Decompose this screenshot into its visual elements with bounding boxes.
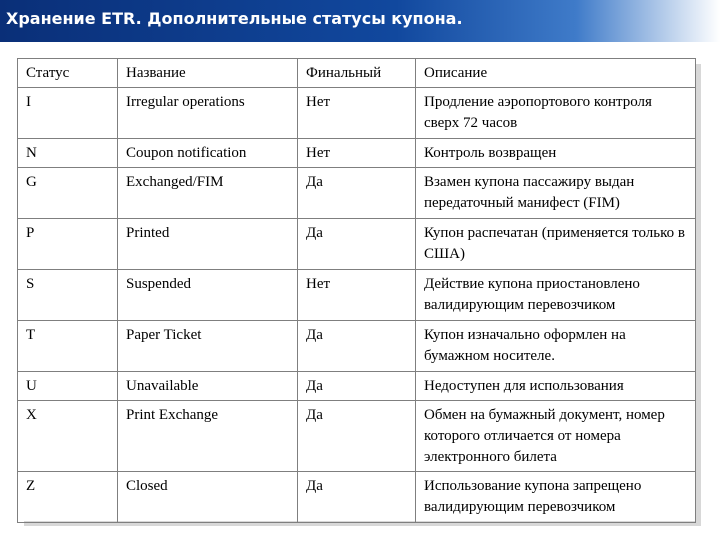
cell-final: Да	[298, 472, 416, 523]
cell-final: Нет	[298, 270, 416, 321]
cell-final: Да	[298, 372, 416, 401]
cell-description: Использование купона запрещено валидирующим перевозчиком	[416, 472, 696, 523]
cell-final: Да	[298, 401, 416, 472]
cell-description: Купон изначально оформлен на бумажном носителе.	[416, 321, 696, 372]
cell-name: Unavailable	[118, 372, 298, 401]
header-status: Статус	[18, 59, 118, 88]
cell-status: T	[18, 321, 118, 372]
cell-name: Suspended	[118, 270, 298, 321]
cell-final: Да	[298, 219, 416, 270]
title-bar	[0, 0, 720, 42]
cell-status: G	[18, 168, 118, 219]
cell-final: Нет	[298, 139, 416, 168]
cell-description: Действие купона приостановлено валидирующим перевозчиком	[416, 270, 696, 321]
cell-name: Exchanged/FIM	[118, 168, 298, 219]
table-row	[18, 139, 696, 168]
cell-final: Да	[298, 168, 416, 219]
cell-name: Printed	[118, 219, 298, 270]
cell-status: N	[18, 139, 118, 168]
table-row	[18, 472, 696, 523]
cell-name: Coupon notification	[118, 139, 298, 168]
cell-status: Z	[18, 472, 118, 523]
header-final: Финальный	[298, 59, 416, 88]
table-row	[18, 168, 696, 219]
cell-name: Paper Ticket	[118, 321, 298, 372]
cell-final: Нет	[298, 88, 416, 139]
table-row	[18, 372, 696, 401]
header-description: Описание	[416, 59, 696, 88]
cell-name: Print Exchange	[118, 401, 298, 472]
cell-description: Взамен купона пассажиру выдан передаточный манифест (FIM)	[416, 168, 696, 219]
header-name: Название	[118, 59, 298, 88]
table-row	[18, 321, 696, 372]
cell-name: Irregular operations	[118, 88, 298, 139]
cell-description: Контроль возвращен	[416, 139, 696, 168]
table-row	[18, 270, 696, 321]
table-header-row	[18, 59, 696, 88]
cell-status: P	[18, 219, 118, 270]
cell-status: S	[18, 270, 118, 321]
coupon-status-table	[17, 58, 696, 523]
cell-description: Недоступен для использования	[416, 372, 696, 401]
page-title: Хранение ETR. Дополнительные статусы купона.	[6, 9, 463, 28]
table-row	[18, 88, 696, 139]
cell-name: Closed	[118, 472, 298, 523]
cell-description: Продление аэропортового контроля сверх 72 часов	[416, 88, 696, 139]
cell-description: Купон распечатан (применяется только в США)	[416, 219, 696, 270]
cell-status: X	[18, 401, 118, 472]
table-row	[18, 401, 696, 472]
cell-status: U	[18, 372, 118, 401]
cell-description: Обмен на бумажный документ, номер которого отличается от номера электронного билета	[416, 401, 696, 472]
cell-final: Да	[298, 321, 416, 372]
table-row	[18, 219, 696, 270]
status-table-container	[17, 58, 696, 523]
cell-status: I	[18, 88, 118, 139]
